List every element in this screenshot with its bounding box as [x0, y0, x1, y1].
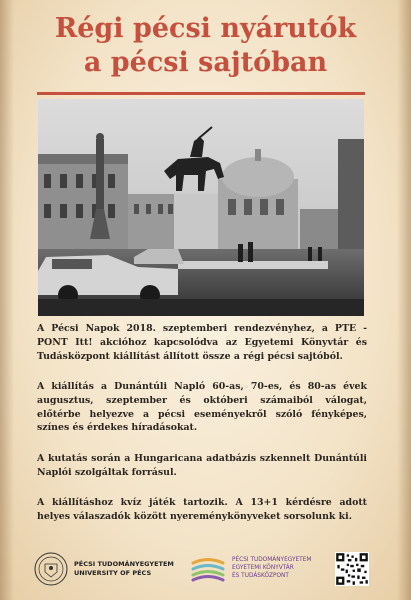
university-seal-icon [34, 552, 68, 586]
library-name [232, 556, 311, 580]
paragraph-3: A kutatás során a Hungaricana adatbázis szkennelt Dunántúli Naplói szolgáltak forrásul. [37, 453, 367, 478]
photo-illustration [38, 99, 364, 316]
footer-logos [0, 548, 411, 592]
library-logo-icon [190, 554, 226, 582]
title-line-1: Régi pécsi nyárutók [54, 13, 357, 44]
university-line-1: PÉCSI TUDOMÁNYEGYETEM [74, 560, 174, 568]
paper-edge-left [0, 0, 14, 600]
paragraph-2: A kiállítás a Dunántúli Napló 60-as, 70-es, és 80-as évek augusztus, szeptember és októberi számaiból válogat, előtérbe helyezve a pécsi eseményekről szóló fényképes, színes és érdekes híradásokat. [37, 381, 367, 434]
library-line-1: PÉCSI TUDOMÁNYEGYETEM [232, 557, 312, 563]
university-line-2: UNIVERSITY OF PÉCS [74, 569, 152, 577]
paragraph-4: A kiállításhoz kvíz játék tartozik. A 13+1 kérdésre adott helyes válaszadók között nyereménykönyveket sorsolunk ki. [37, 497, 367, 522]
title-divider [37, 92, 365, 95]
poster-title [0, 12, 411, 80]
paragraph-1: A Pécsi Napok 2018. szeptemberi rendezvényhez, a PTE - PONT Itt! akcióhoz kapcsolódva az Egyetemi Könyvtár és Tudásközpont kiállítást állított össze a régi pécsi sajtóból. [37, 323, 367, 362]
title-line-2: a pécsi sajtóban [83, 47, 328, 78]
university-name [74, 560, 174, 578]
qr-code-icon[interactable] [335, 552, 369, 586]
library-line-2: EGYETEMI KÖNYVTÁR [232, 565, 294, 571]
library-line-3: ÉS TUDÁSKÖZPONT [232, 573, 289, 579]
historic-square-photo [38, 99, 364, 316]
paper-edge-right [397, 0, 411, 600]
